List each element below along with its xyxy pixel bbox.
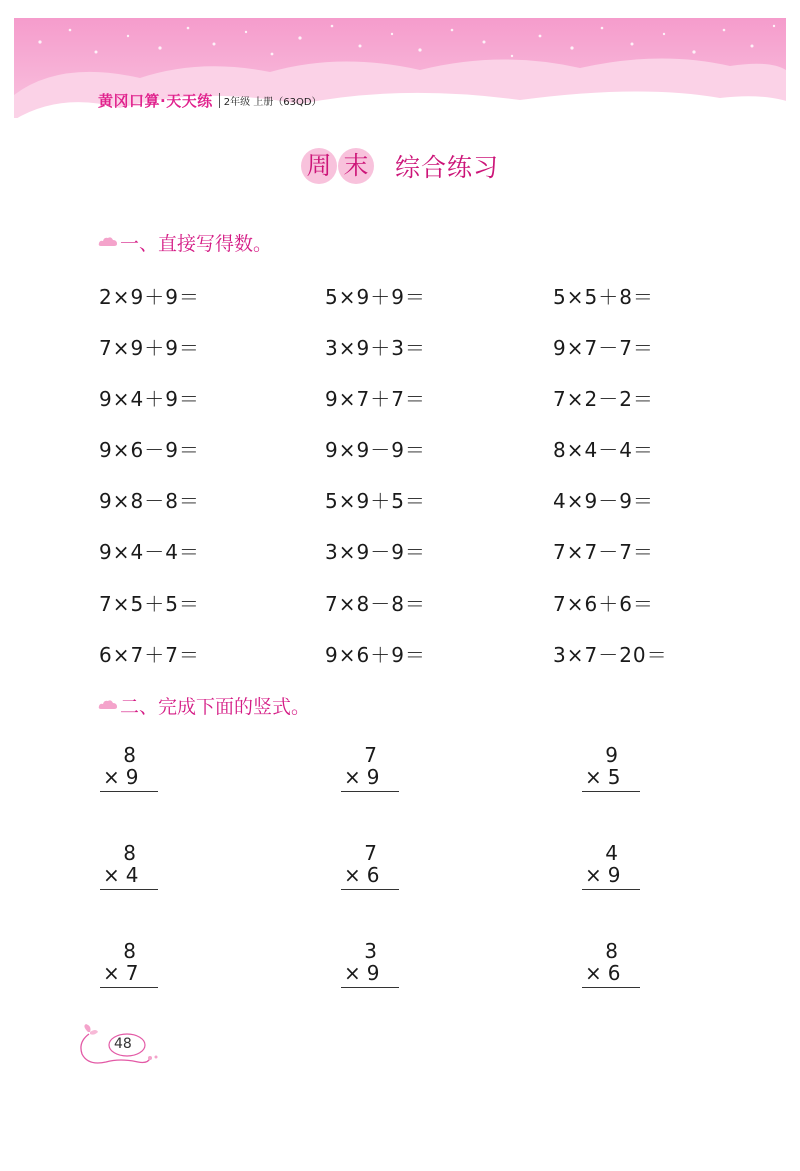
multiplier: ×7 [103,961,145,985]
title-chip-1: 周 [301,148,337,184]
answer-line [582,791,640,792]
multiplier: ×9 [344,961,386,985]
page-title [0,148,800,184]
equation: 9×7－7＝ [553,336,654,360]
brand-name: 黄冈口算·天天练 [98,91,213,110]
page-number: 48 [114,1036,132,1052]
section-2-heading [98,693,310,717]
equation: 2×9＋9＝ [99,285,200,309]
multiplier: ×5 [585,765,627,789]
vertical-problem [341,940,401,992]
vertical-problem [582,842,642,894]
equation: 4×9－9＝ [553,489,654,513]
equation: 9×4－4＝ [99,540,200,564]
equation: 3×7－20＝ [553,643,668,667]
multiplicand: 3 [364,939,377,963]
answer-line [100,889,158,890]
answer-line [100,987,158,988]
multiplier: ×6 [344,863,386,887]
grade-label: 2年级 上册（63QD） [223,96,322,108]
multiplicand: 8 [605,939,618,963]
vertical-problem [100,940,160,992]
multiplier: ×9 [103,765,145,789]
multiplier: ×4 [103,863,145,887]
equation: 3×9－9＝ [325,540,426,564]
equation: 9×9－9＝ [325,438,426,462]
section-2-title: 二、完成下面的竖式。 [120,695,311,718]
equation: 7×2－2＝ [553,387,654,411]
multiplicand: 9 [605,743,618,767]
answer-line [341,987,399,988]
equation: 7×5＋5＝ [99,592,200,616]
multiplicand: 8 [123,743,136,767]
equation: 6×7＋7＝ [99,643,200,667]
equation: 5×9＋5＝ [325,489,426,513]
vertical-problem [341,842,401,894]
multiplicand: 8 [123,841,136,865]
title-chip-2: 末 [338,148,374,184]
equation: 9×8－8＝ [99,489,200,513]
equation: 9×6－9＝ [99,438,200,462]
answer-line [341,791,399,792]
multiplicand: 4 [605,841,618,865]
equation: 7×8－8＝ [325,592,426,616]
section-1-title: 一、直接写得数。 [120,232,273,255]
equation: 7×6＋6＝ [553,592,654,616]
section-1-heading [98,230,272,254]
multiplier: ×9 [344,765,386,789]
cloud-bullet-icon [98,699,118,711]
multiplier: ×6 [585,961,627,985]
equation: 8×4－4＝ [553,438,654,462]
multiplier: ×9 [585,863,627,887]
answer-line [582,987,640,988]
answer-line [341,889,399,890]
multiplicand: 7 [364,743,377,767]
page-number-badge [70,1024,170,1070]
equation: 5×9＋9＝ [325,285,426,309]
brand-divider [219,93,220,108]
multiplicand: 8 [123,939,136,963]
equation: 9×6＋9＝ [325,643,426,667]
equation: 7×9＋9＝ [99,336,200,360]
equation: 3×9＋3＝ [325,336,426,360]
answer-line [582,889,640,890]
vertical-problem [100,744,160,796]
vertical-problem [341,744,401,796]
equation: 5×5＋8＝ [553,285,654,309]
banner-background [0,0,800,135]
equation: 9×4＋9＝ [99,387,200,411]
multiplicand: 7 [364,841,377,865]
equation: 9×7＋7＝ [325,387,426,411]
title-text: 综合练习 [394,153,499,182]
cloud-bullet-icon [98,236,118,248]
vertical-problem [100,842,160,894]
answer-line [100,791,158,792]
book-brand [98,89,322,111]
equation: 7×7－7＝ [553,540,654,564]
vertical-problem [582,744,642,796]
vertical-problem [582,940,642,992]
